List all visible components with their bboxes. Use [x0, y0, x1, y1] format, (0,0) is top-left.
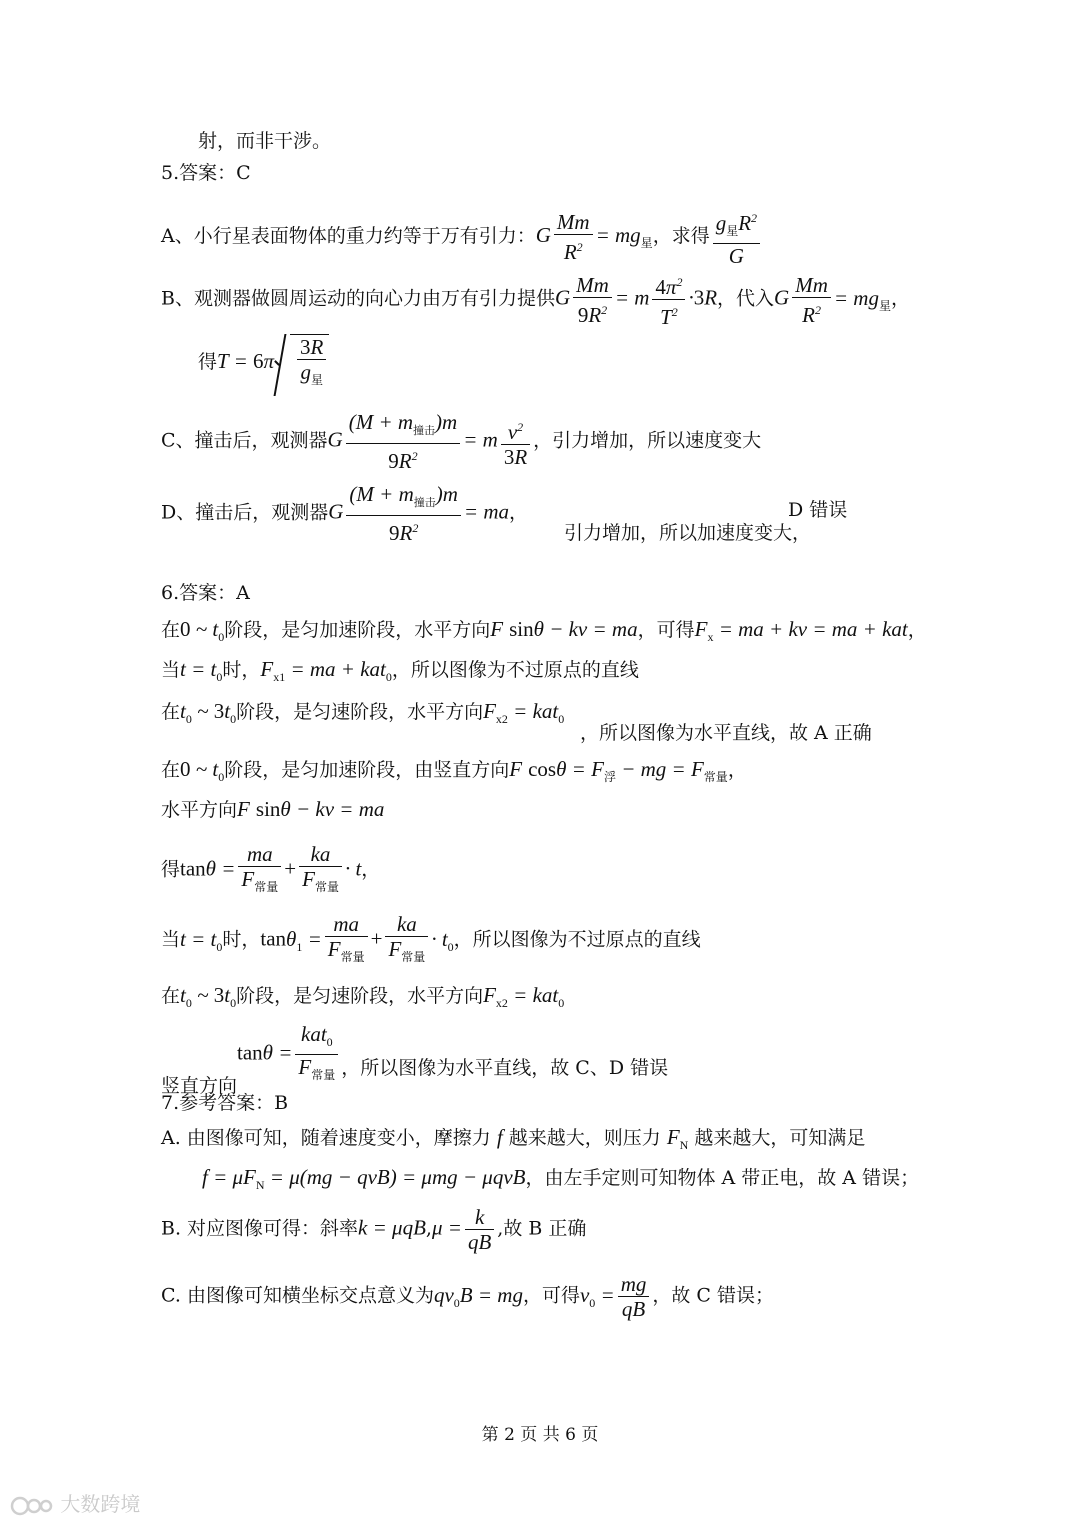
q7-option-a-line-1: A. 由图像可知，随着速度变小，摩擦力 f 越来越大，则压力 $F_N$ 越来越大，可知满足 — [161, 1125, 866, 1153]
q6-line-4: 在0 ~ $t_0$阶段，是匀加速阶段，由竖直方向F $\cos\theta = F_浮$ − mg = $F_{常量}$， — [161, 757, 747, 785]
q6-line-1: 在0 ~ $t_0$阶段，是匀加速阶段，水平方向F sinθ − kv = ma，可得$F_x$ = ma + kv = ma + kat， — [161, 617, 927, 645]
watermark: 大数跨境 — [10, 1488, 140, 1518]
text-line: 射，而非干涉。 — [198, 130, 332, 152]
q5-option-b-result: 得T = 6π $\frac{3R}{g_星}$ — [198, 334, 329, 392]
q6-line-7: 当$t = t_0$时，tanθ$_1$ = $\frac{ma}{F_{常量}}$ + $\frac{ka}{F_{常量}}$ · $t_0$，所以图像为不过原点的直线 — [161, 912, 701, 965]
q5-option-d-verdict: D 错误 — [788, 499, 848, 521]
q5-option-b: B、观测器做圆周运动的向心力由万有引力提供G $\frac{Mm}{9R^2}$ = m $\frac{4\pi^2}{T^2}$ ·3R，代入G $\frac{Mm}{R^2}$ = $mg_星$， — [161, 270, 910, 329]
q6-line-5: 水平方向F sinθ − kv = ma — [161, 797, 385, 821]
q7-title: 7.参考答案：B — [161, 1092, 289, 1114]
q5-option-c: C、撞击后，观测器G $\frac{(M + m_{撞击})m}{9R^2}$ = m $\frac{v^2}{3R}$ ，引力增加，所以速度变大 — [161, 410, 762, 474]
q5-option-a: A、小行星表面物体的重力约等于万有引力：G $\frac{Mm}{R^2}$ = $mg_星$，求得 $\frac{g_星R^2}{G}$ — [161, 206, 763, 268]
q6-line-3-conclusion: ，所以图像为水平直线，故 A 正确 — [580, 722, 872, 744]
q6-line-9: 竖直方向tanθ = $\frac{kat_0}{F_{常量}}$ ，所以图像为水平直线，故 C、D 错误 — [161, 1022, 669, 1097]
q6-line-3: 在$t_0$ ~ $3t_0$阶段，是匀速阶段，水平方向$F_{x2} = kat_0$ — [161, 699, 565, 727]
q7-option-a-line-2: $f = \mu F_N = \mu(mg - qvB) = \mu mg - \mu qvB$，由左手定则可知物体 A 带正电，故 A 错误； — [202, 1165, 920, 1193]
q6-line-8: 在$t_0$ ~ $3t_0$阶段，是匀速阶段，水平方向$F_{x2} = kat_0$ — [161, 983, 565, 1011]
q6-title: 6.答案：A — [161, 582, 250, 604]
q5-title: 5.答案：C — [161, 162, 251, 184]
q7-option-b: B. 对应图像可得：斜率k = μqB,μ = $\frac{k}{qB}$ ,故 B 正确 — [161, 1205, 587, 1254]
q6-line-6: 得tanθ = $\frac{ma}{F_{常量}}$ + $\frac{ka}{F_{常量}}$ · t， — [161, 842, 381, 895]
q6-line-2: 当$t = t_0$时，$F_{x1}$ = ma + kat$_0$，所以图像为不过原点的直线 — [161, 657, 639, 685]
watermark-logo-icon — [10, 1494, 54, 1518]
q7-option-c: C. 由图像可知横坐标交点意义为$qv_0B$ = mg，可得$v_0$ = $\frac{mg}{qB}$ ，故 C 错误； — [161, 1272, 775, 1321]
page-footer: 第 2 页 共 6 页 — [481, 1425, 599, 1445]
q5-option-d: D、撞击后，观测器G $\frac{(M + m_{撞击})m}{9R^2}$ = ma， 引力增加，所以加速度变大， — [161, 482, 812, 546]
